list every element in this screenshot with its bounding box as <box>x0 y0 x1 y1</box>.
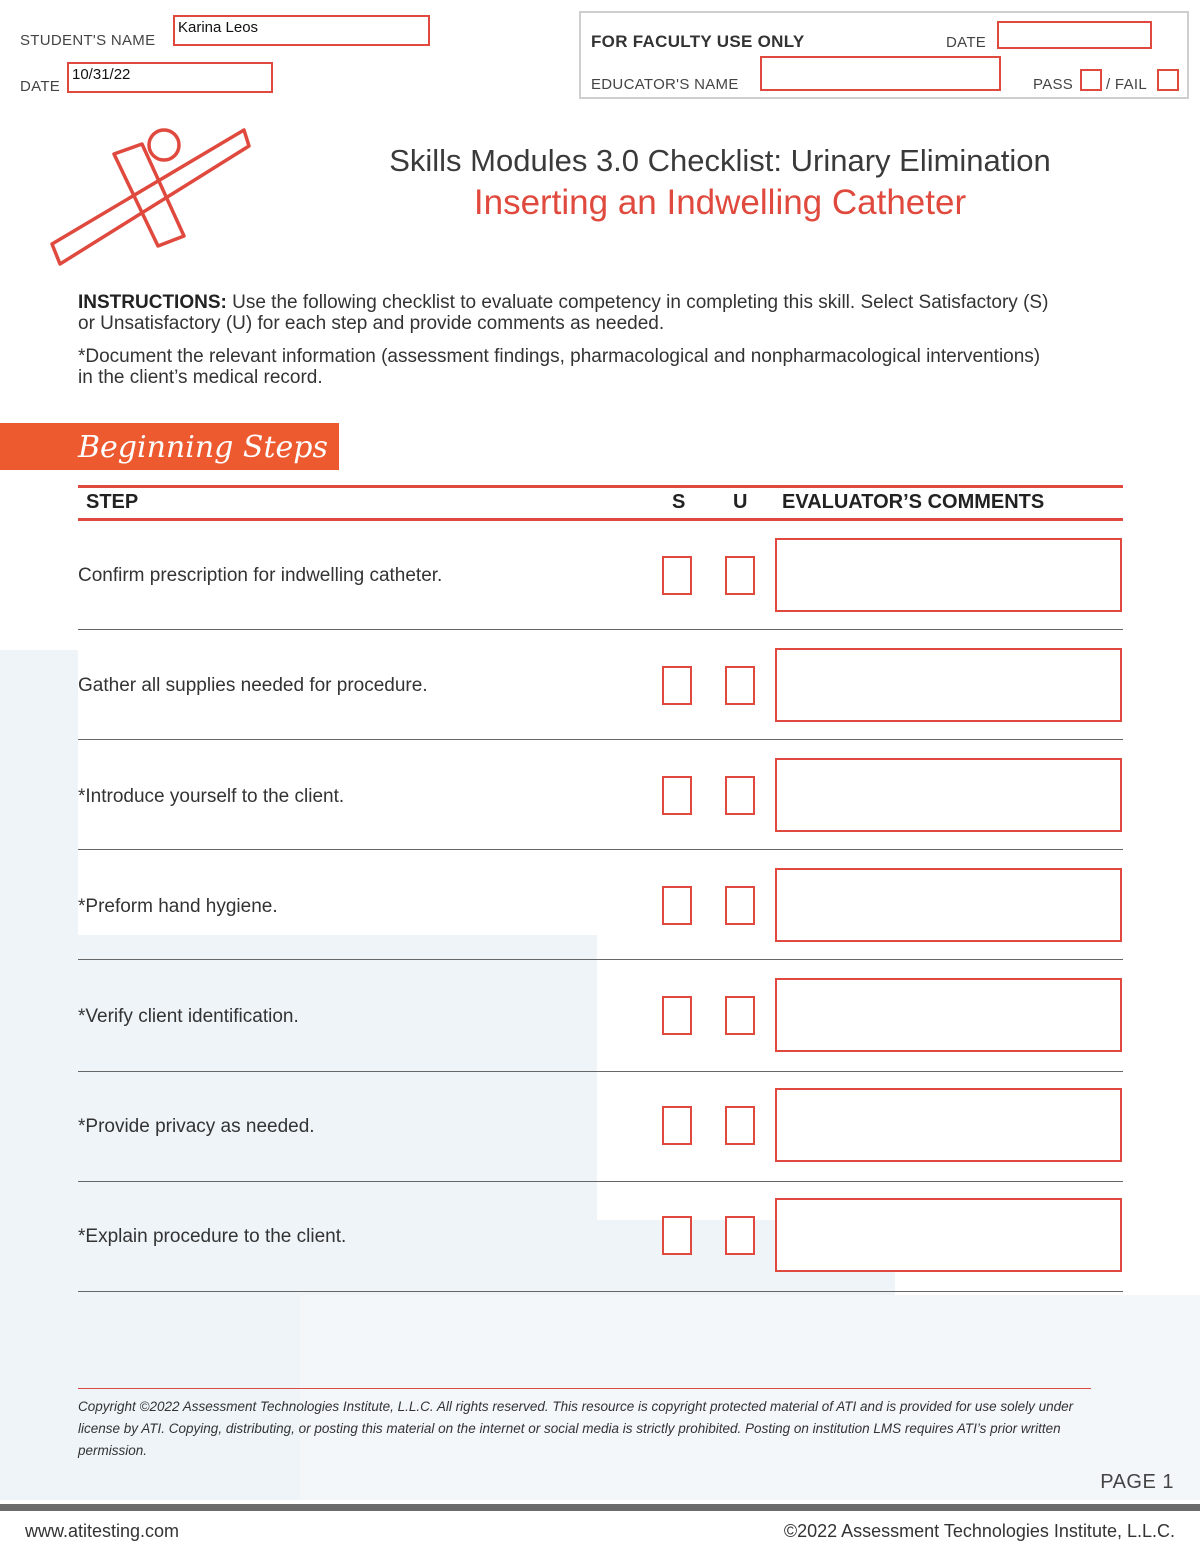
student-name-value: Karina Leos <box>178 19 259 36</box>
date-field[interactable] <box>67 62 273 93</box>
step-text: *Explain procedure to the client. <box>78 1226 347 1247</box>
copyright-notice: Copyright ©2022 Assessment Technologies Institute, L.L.C. All rights reserved. This resource is copyright protected material of ATI and is provided for use solely under license by ATI. Copying, distributing, or posting this material on the internet or social media is strictly prohibited. Posting on institution LMS requires ATI’s prior written permission. <box>78 1399 1074 1458</box>
s-checkbox[interactable] <box>662 1216 692 1255</box>
u-header: U <box>733 491 748 513</box>
footer-url-link[interactable]: www.atitesting.com <box>25 1521 180 1541</box>
educator-name-field[interactable] <box>760 56 1001 91</box>
u-checkbox[interactable] <box>725 1106 755 1145</box>
section-title: Beginning Steps <box>78 430 328 465</box>
evaluator-comment-field[interactable] <box>775 1198 1122 1272</box>
faculty-date-field[interactable] <box>997 21 1152 49</box>
row-divider <box>78 629 1123 630</box>
faculty-title: FOR FACULTY USE ONLY <box>591 32 805 51</box>
footer-bar <box>0 1504 1200 1511</box>
s-checkbox[interactable] <box>662 556 692 595</box>
u-checkbox[interactable] <box>725 886 755 925</box>
evaluator-comment-field[interactable] <box>775 978 1122 1052</box>
s-header: S <box>672 491 686 513</box>
student-name-label: STUDENT'S NAME <box>20 32 156 49</box>
table-top-rule <box>78 485 1123 488</box>
step-text: *Verify client identification. <box>78 1006 299 1027</box>
evaluator-comment-field[interactable] <box>775 1088 1122 1162</box>
row-divider <box>78 739 1123 740</box>
pass-label: PASS <box>1033 76 1074 93</box>
copyright-rule <box>78 1388 1091 1389</box>
s-checkbox[interactable] <box>662 776 692 815</box>
fail-label: / FAIL <box>1106 76 1147 93</box>
ati-figure-logo-icon <box>48 124 258 269</box>
section-bar <box>0 423 339 470</box>
u-checkbox[interactable] <box>725 996 755 1035</box>
s-checkbox[interactable] <box>662 1106 692 1145</box>
evaluator-comment-field[interactable] <box>775 758 1122 832</box>
instructions-note: *Document the relevant information (assessment findings, pharmacological and nonpharmacological interventions) in the client’s medical record. <box>78 346 1041 388</box>
footer-company: ©2022 Assessment Technologies Institute, L.L.C. <box>783 1521 1175 1541</box>
row-divider <box>78 1291 1123 1292</box>
pass-checkbox[interactable] <box>1080 69 1102 91</box>
s-checkbox[interactable] <box>662 886 692 925</box>
comments-header: EVALUATOR’S COMMENTS <box>782 491 1045 513</box>
instructions-text: Use the following checklist to evaluate competency in completing this skill. Select Satisfactory (S) or Unsatisfactory (U) for each step and provide comments as needed. <box>78 292 1049 334</box>
date-value: 10/31/22 <box>72 66 131 83</box>
step-text: *Provide privacy as needed. <box>78 1116 315 1137</box>
faculty-date-label: DATE <box>946 34 987 51</box>
s-checkbox[interactable] <box>662 996 692 1035</box>
faculty-use-box <box>579 11 1189 99</box>
row-divider <box>78 1181 1123 1182</box>
skill-title: Inserting an Indwelling Catheter <box>473 183 967 222</box>
table-header-rule <box>78 518 1123 521</box>
evaluator-comment-field[interactable] <box>775 868 1122 942</box>
row-divider <box>78 1071 1123 1072</box>
u-checkbox[interactable] <box>725 776 755 815</box>
date-label: DATE <box>20 78 61 95</box>
u-checkbox[interactable] <box>725 666 755 705</box>
step-text: *Introduce yourself to the client. <box>78 786 345 807</box>
step-text: Gather all supplies needed for procedure. <box>78 675 428 696</box>
row-divider <box>78 959 1123 960</box>
checklist-title: Skills Modules 3.0 Checklist: Urinary Elimination <box>389 143 1051 178</box>
row-divider <box>78 849 1123 850</box>
fail-checkbox[interactable] <box>1157 69 1179 91</box>
step-header: STEP <box>86 491 139 513</box>
instructions-lead: INSTRUCTIONS: <box>78 292 227 313</box>
student-name-field[interactable] <box>173 15 430 46</box>
instructions <box>78 292 1058 400</box>
s-checkbox[interactable] <box>662 666 692 705</box>
evaluator-comment-field[interactable] <box>775 538 1122 612</box>
step-text: Confirm prescription for indwelling catheter. <box>78 565 443 586</box>
u-checkbox[interactable] <box>725 1216 755 1255</box>
step-text: *Preform hand hygiene. <box>78 896 278 917</box>
page-number: PAGE 1 <box>1100 1471 1174 1493</box>
u-checkbox[interactable] <box>725 556 755 595</box>
evaluator-comment-field[interactable] <box>775 648 1122 722</box>
educator-name-label: EDUCATOR'S NAME <box>591 76 739 93</box>
